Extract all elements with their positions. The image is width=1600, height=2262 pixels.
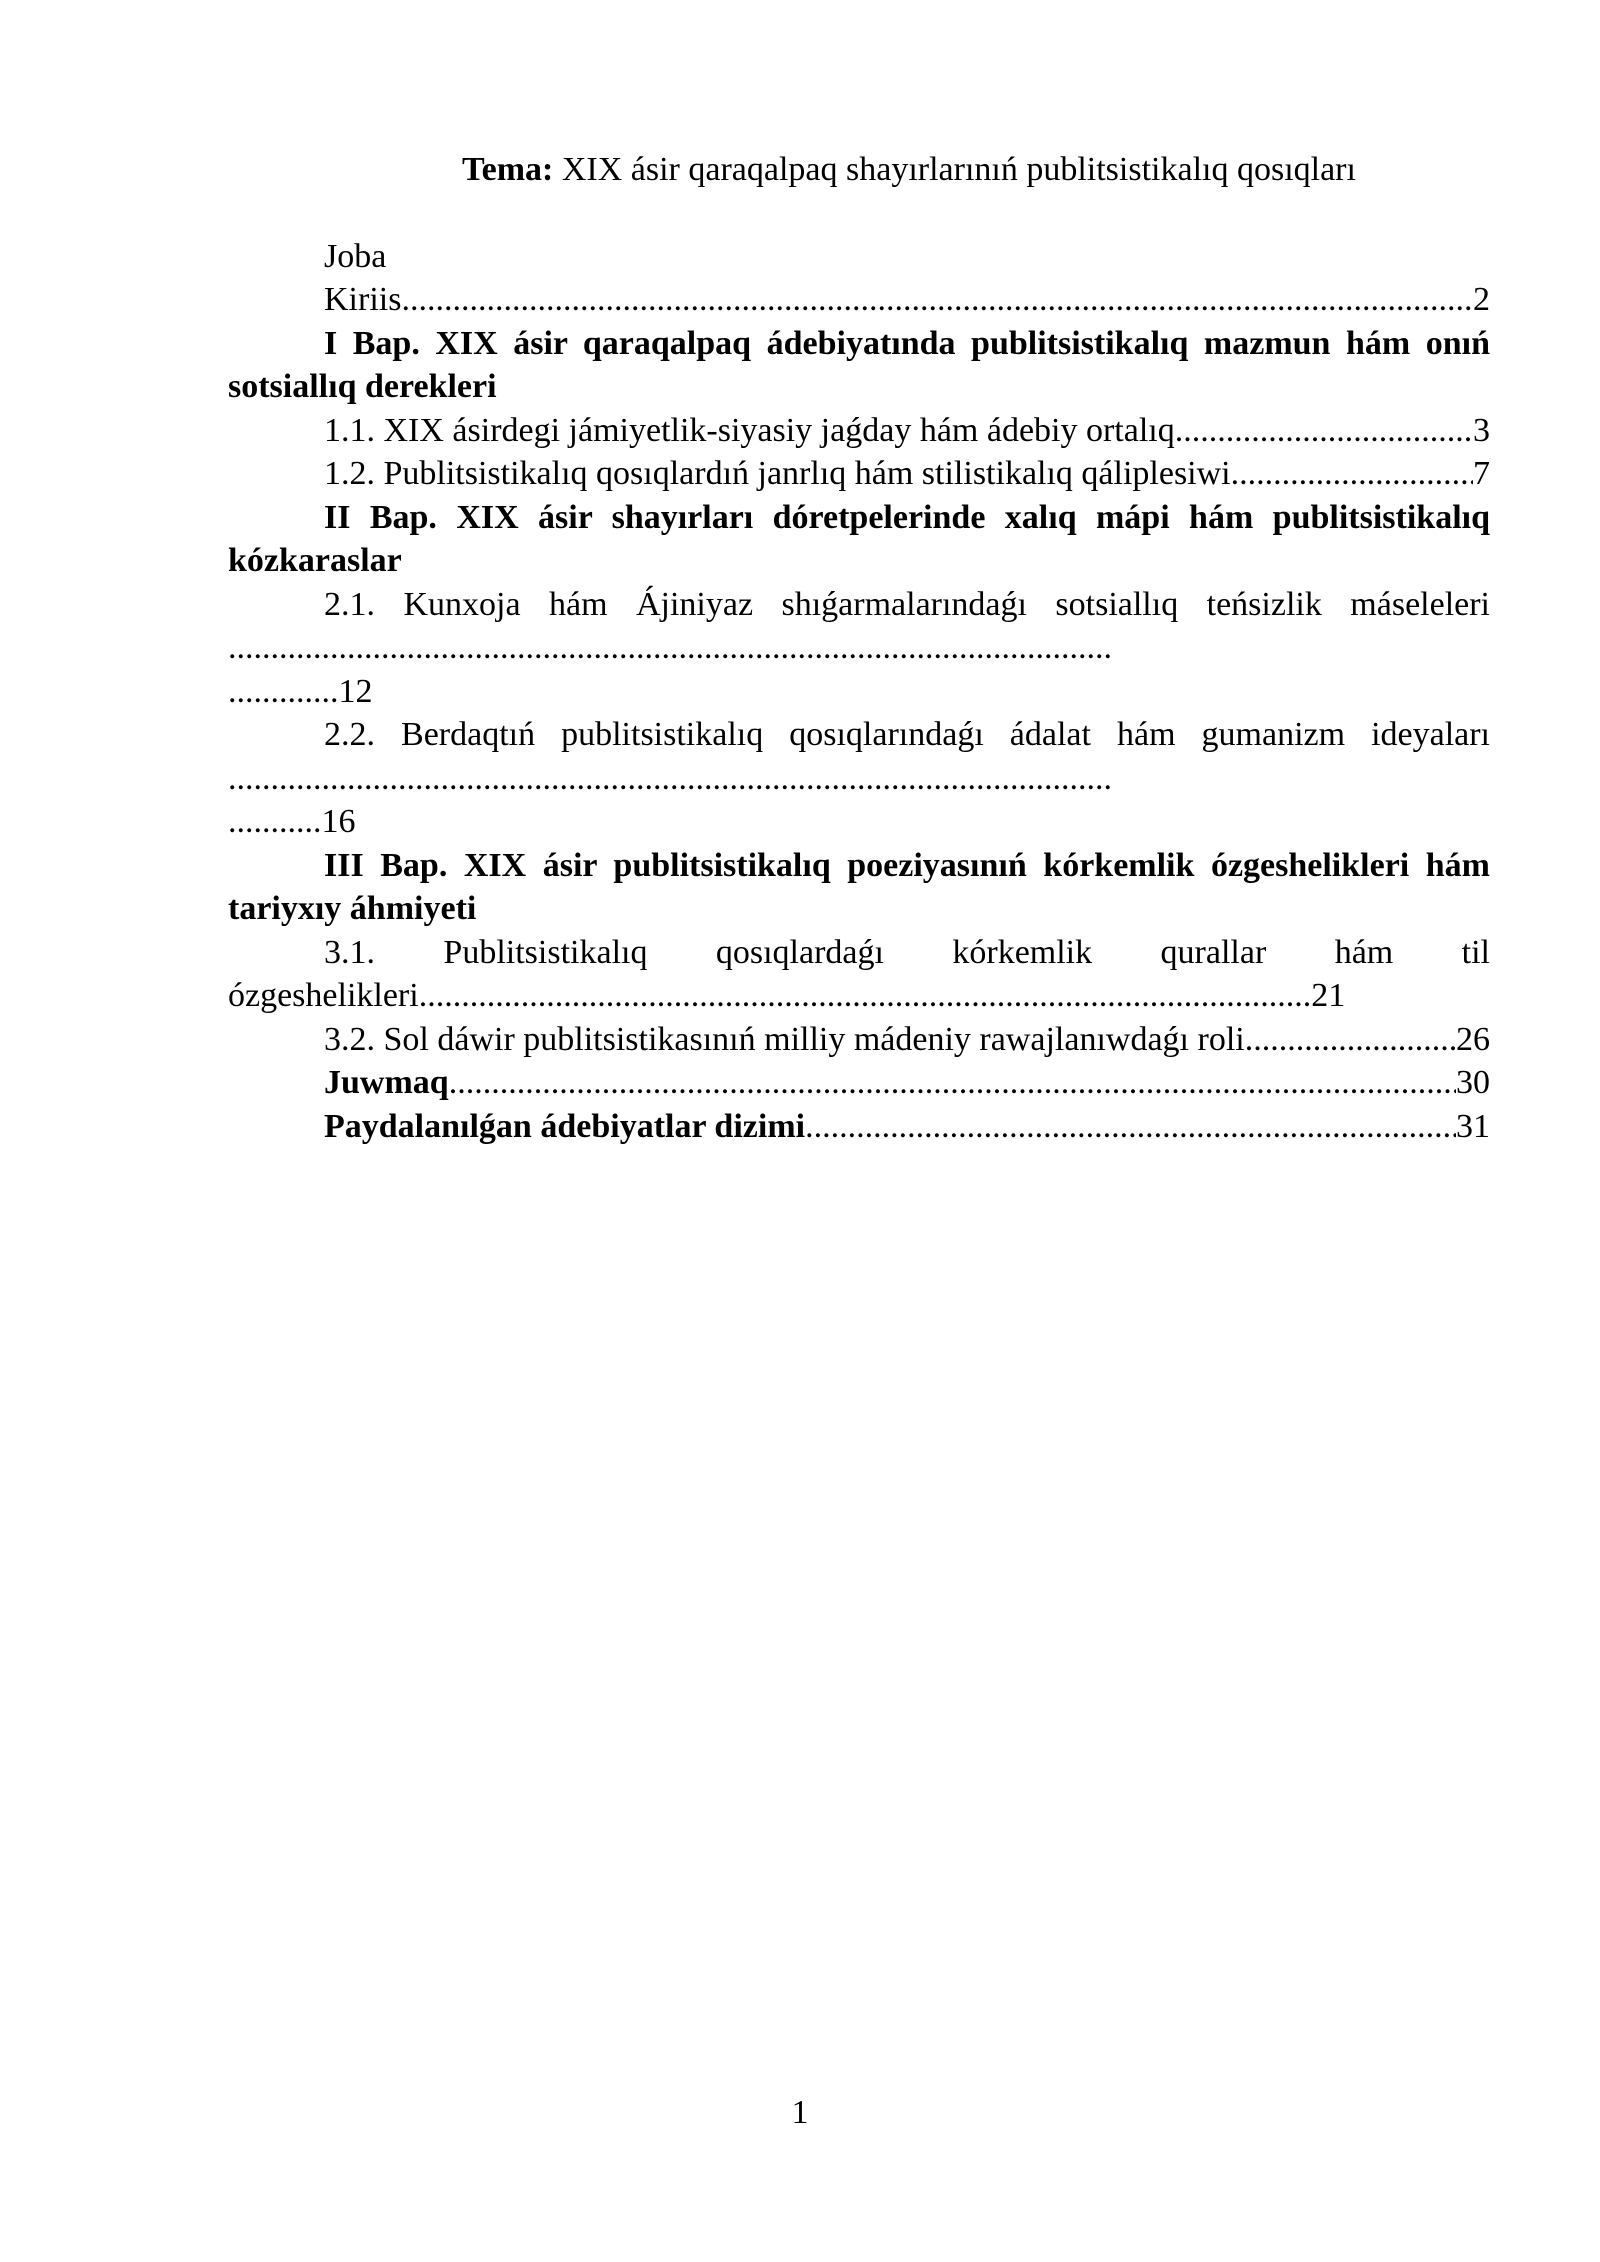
toc-entry-1-2-text: 1.2. Publitsistikalıq qosıqlardıń janrlıq hám stilistikalıq qáliplesiwi bbox=[324, 455, 1231, 492]
toc-leader-dots bbox=[1245, 1018, 1456, 1062]
toc-chapter-2: II Bap. XIX ásir shayırları dóretpelerinde xalıq mápi hám publitsistikalıq kózkaraslar bbox=[228, 498, 1490, 579]
toc-entry-3-2-page: 26 bbox=[1456, 1020, 1490, 1058]
toc-leader-dots bbox=[1175, 409, 1473, 453]
title-text: XIX ásir qaraqalpaq shayırlarınıń publitsistikalıq qosıqları bbox=[553, 151, 1356, 188]
toc-chapter-3: III Bap. XIX ásir publitsistikalıq poeziyasınıń kórkemlik ózgeshelikleri hám tariyxıy áhmiyeti bbox=[228, 846, 1490, 927]
toc-entry-intro-text: Kiriis bbox=[324, 281, 402, 318]
toc-chapter-1: I Bap. XIX ásir qaraqalpaq ádebiyatında publitsistikalıq mazmun hám onıń sotsiallıq derekleri bbox=[228, 324, 1490, 405]
toc-entry-3-2-text: 3.2. Sol dáwir publitsistikasınıń milliy mádeniy rawajlanıwdaǵı roli bbox=[324, 1020, 1245, 1058]
toc-entry-1-2-page: 7 bbox=[1473, 455, 1490, 492]
toc-entry-2-1: 2.1. Kunxoja hám Ájiniyaz shıǵarmalarındaǵı sotsiallıq teńsizlik máseleleri ........................................................................................................ bbox=[228, 585, 1490, 666]
toc-entry-1-1-text: 1.1. XIX ásirdegi jámiyetlik-siyasiy jaǵday hám ádebiy ortalıq bbox=[324, 411, 1175, 449]
toc-entry-references-page: 31 bbox=[1456, 1107, 1490, 1145]
toc-heading: Joba bbox=[324, 237, 387, 275]
toc-entry-conclusion-text: Juwmaq bbox=[324, 1064, 449, 1101]
title-label: Tema: bbox=[462, 151, 554, 188]
toc-entry-references bbox=[228, 1105, 1490, 1149]
toc-entry-2-1-continuation: .............12 bbox=[228, 672, 373, 710]
toc-leader-dots bbox=[449, 1061, 1456, 1105]
toc-leader-dots bbox=[1231, 452, 1473, 496]
toc-entry-intro-page: 2 bbox=[1473, 281, 1490, 318]
toc-entry-1-1 bbox=[228, 409, 1490, 453]
toc-leader-dots bbox=[401, 278, 1473, 322]
toc-entry-conclusion-page: 30 bbox=[1456, 1064, 1490, 1101]
toc-entry-intro bbox=[228, 278, 1490, 322]
toc-entry-conclusion bbox=[228, 1061, 1490, 1105]
toc-entry-2-2: 2.2. Berdaqtıń publitsistikalıq qosıqlarındaǵı ádalat hám gumanizm ideyaları ........................................................................................................ bbox=[228, 716, 1490, 797]
toc-leader-dots bbox=[805, 1105, 1456, 1149]
page-title bbox=[328, 148, 1490, 192]
toc-entry-1-2 bbox=[228, 452, 1490, 496]
toc-entry-3-2 bbox=[228, 1018, 1490, 1062]
toc-entry-1-1-page: 3 bbox=[1473, 411, 1490, 449]
toc-entry-references-text: Paydalanılǵan ádebiyatlar dizimi bbox=[324, 1107, 806, 1145]
toc-entry-2-2-continuation: ...........16 bbox=[228, 803, 356, 840]
toc-entry-3-1: 3.1. Publitsistikalıq qosıqlardaǵı kórkemlik qurallar hám til ózgeshelikleri.........................................................................................................21 bbox=[228, 933, 1490, 1014]
page-number: 1 bbox=[791, 2094, 809, 2131]
document-content bbox=[228, 148, 1490, 1148]
